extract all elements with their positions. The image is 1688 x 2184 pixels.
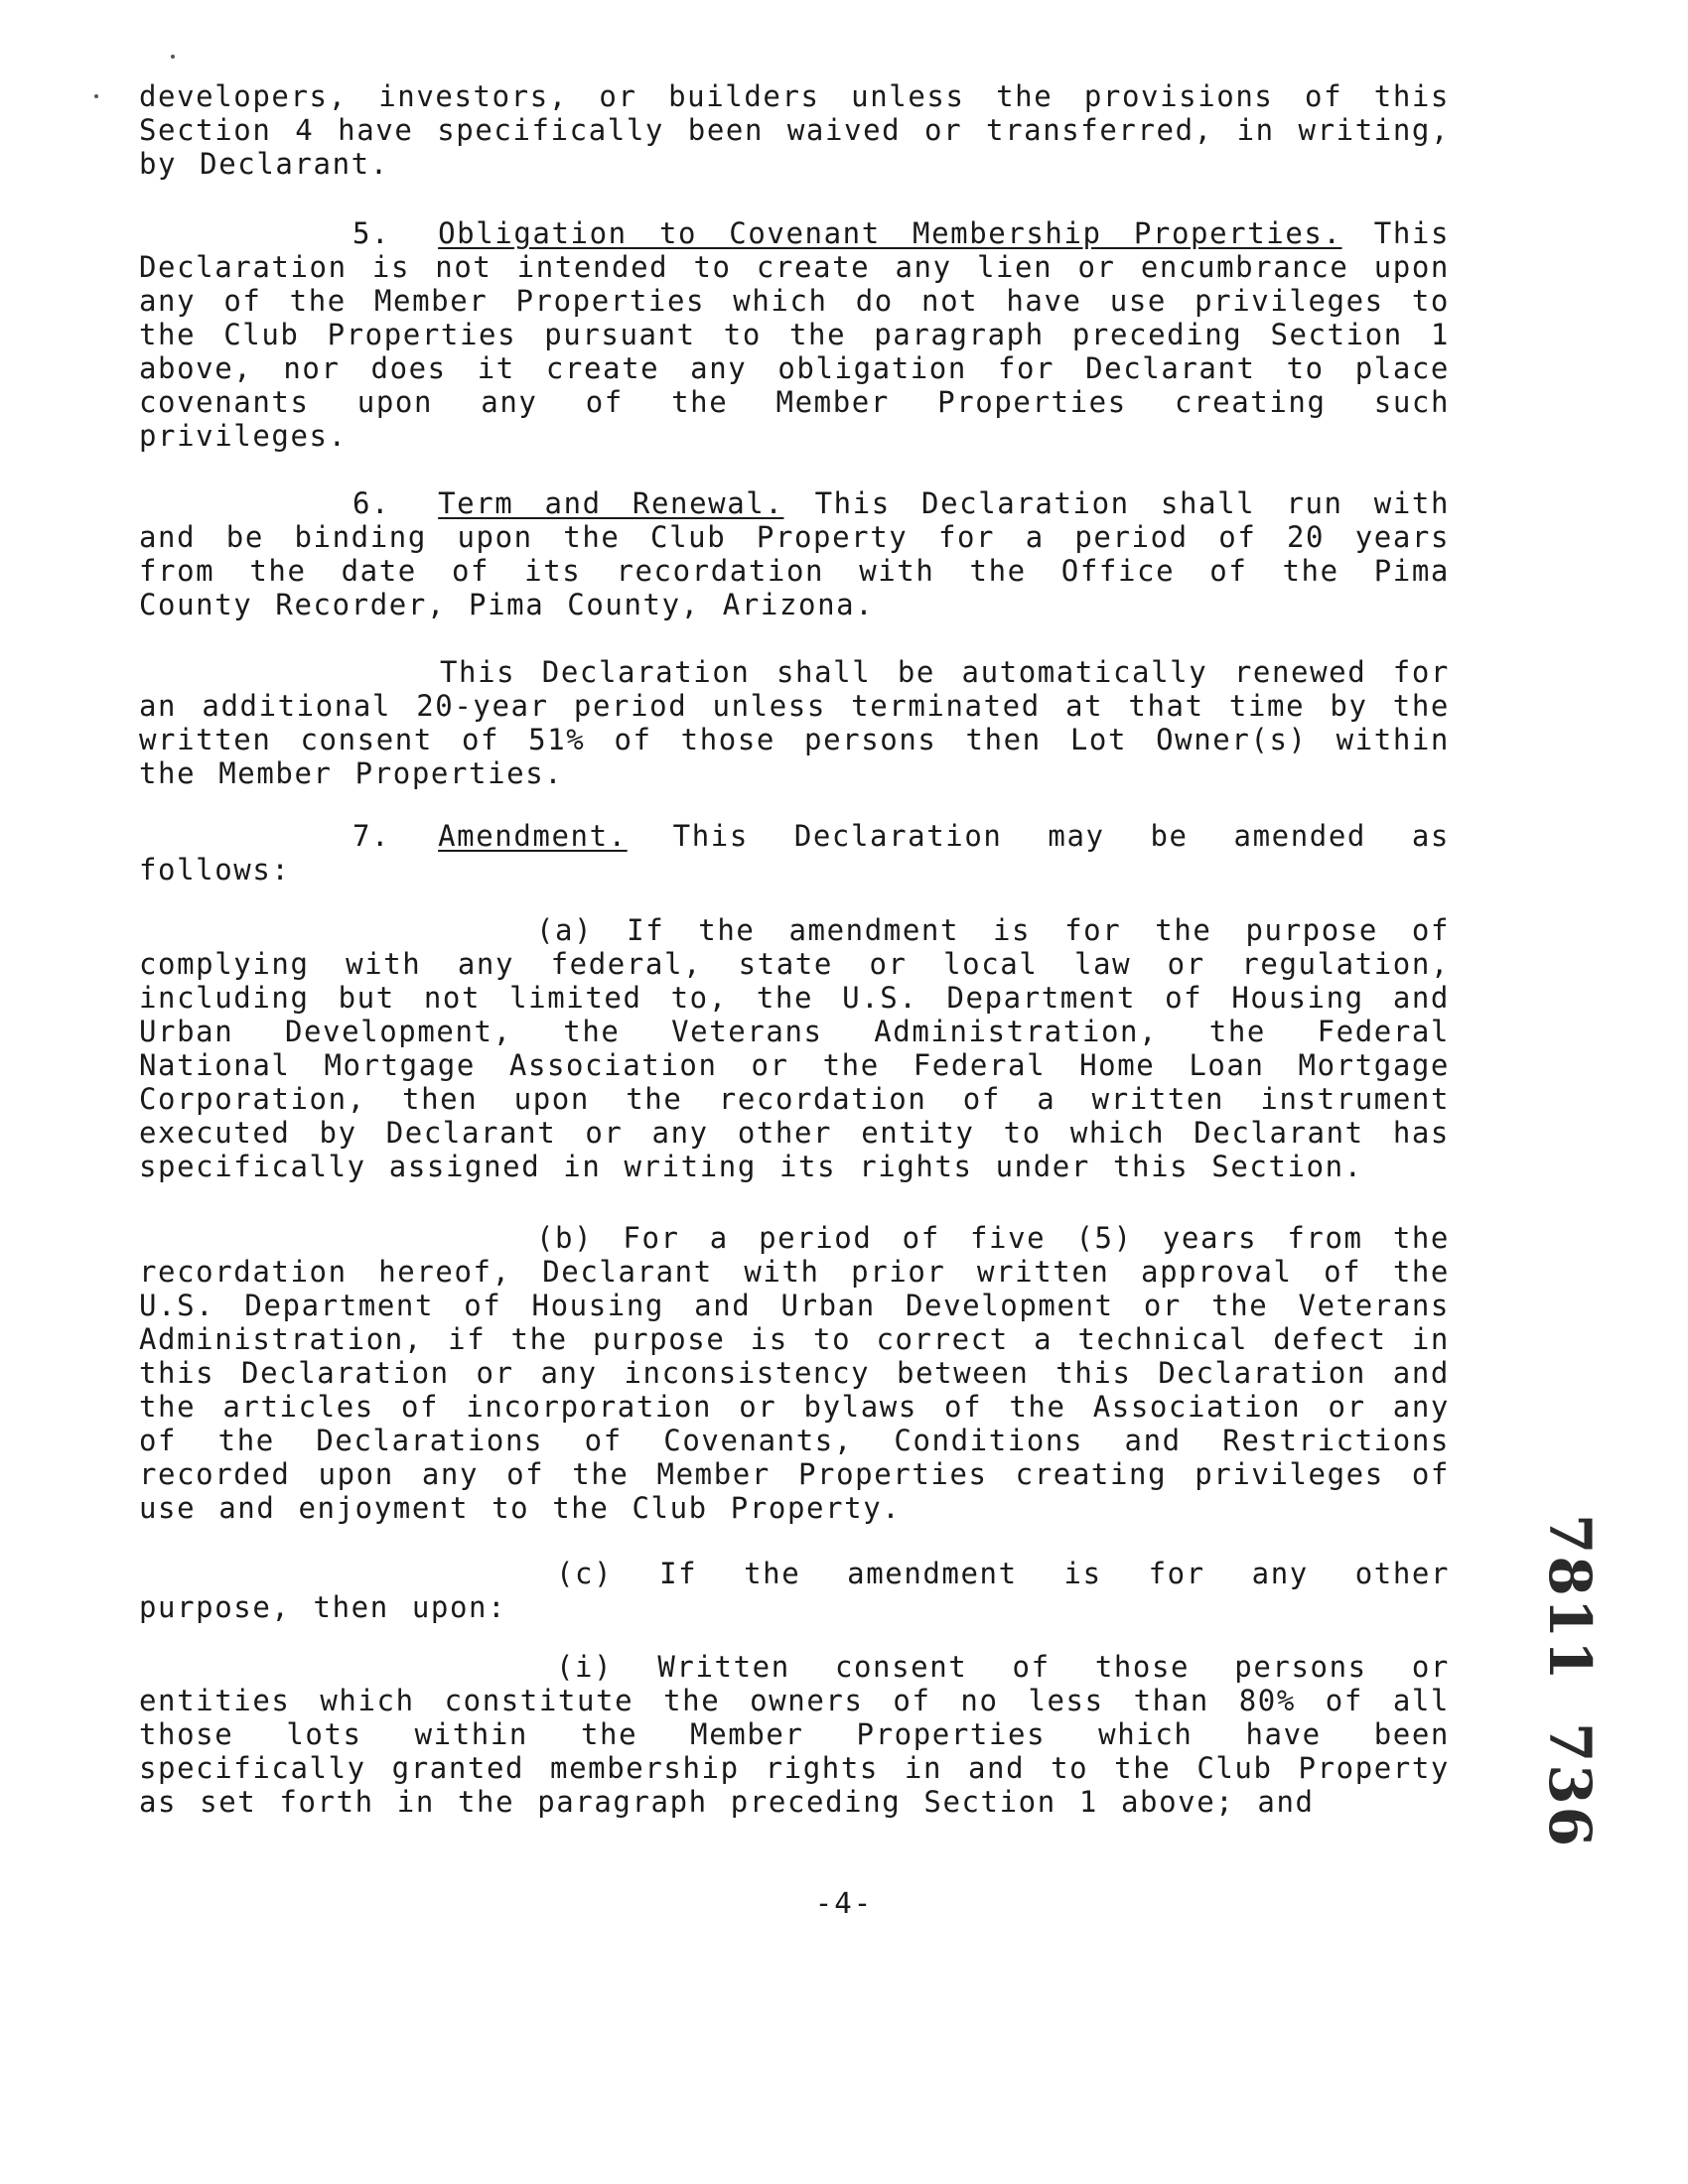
section-7-heading: Amendment. [438,819,628,853]
section-7b-paragraph: (b) For a period of five (5) years from the recordation hereof, Declarant with prior written approval of the U.S. Department of Housing and Urban Development or the Veterans Administration, if the purpose is to correct a technical defect in this Declaration or any inconsistency between this Declaration and the articles of incorporation or bylaws of the Association or any of the Declarations of Covenants, Conditions and Restrictions recorded upon any of the Member Properties creating privileges of use and enjoyment to the Club Property. [139,1221,1450,1525]
section-6-body: This Declaration shall run with and be binding upon the Club Property for a period of 20 years from the date of its recordation with the Office of the Pima County Recorder, Pima County, Arizona. [139,486,1451,621]
page-reference-stamp: 736 [1536,1722,1604,1849]
section-7-number: 7. [352,819,391,853]
section-6-number: 6. [352,486,391,520]
section-6-heading: Term and Renewal. [438,486,784,520]
docket-number-stamp: 7811 [1536,1514,1604,1683]
section-7a-paragraph: (a) If the amendment is for the purpose of complying with any federal, state or local law or regulation, including but not limited to, the U.S. Department of Housing and Urban Development, the Veterans Administration, the Federal National Mortgage Association or the Federal Home Loan Mortgage Corporation, then upon the recordation of a written instrument executed by Declarant or any other entity to which Declarant has specifically assigned in writing its rights under this Section. [139,913,1450,1183]
section-5-body: This Declaration is not intended to create any lien or encumbrance upon any of the Member Properties which do not have use privileges to the Club Properties pursuant to the paragraph preceding Section 1 above, nor does it create any obligation for Declarant to place covenants upon any of the Member Properties creating such privileges. [139,216,1451,453]
section-7-body: This Declaration may be amended as follows: [139,819,1450,887]
section-7c-paragraph: (c) If the amendment is for any other purpose, then upon: [139,1557,1450,1624]
section-5-paragraph [139,216,1450,453]
section-6-renewal-paragraph: This Declaration shall be automatically renewed for an additional 20-year period unless terminated at that time by the written consent of 51% of those persons then Lot Owner(s) within the Member Properties. [139,655,1450,790]
page-number: -4- [814,1886,874,1920]
section-5-number: 5. [352,216,391,250]
section-7c-i-paragraph: (i) Written consent of those persons or entities which constitute the owners of no less than 80% of all those lots within the Member Properties which have been specifically granted membership rights in and to the Club Property as set forth in the paragraph preceding Section 1 above; and [139,1650,1450,1819]
intro-paragraph: developers, investors, or builders unless the provisions of this Section 4 have specifically been waived or transferred, in writing, by Declarant. [139,79,1450,181]
section-7-paragraph [139,819,1450,887]
section-5-heading: Obligation to Covenant Membership Properties. [438,216,1342,250]
scan-speck [171,55,175,59]
section-6-paragraph [139,486,1450,621]
scan-speck [94,94,98,98]
